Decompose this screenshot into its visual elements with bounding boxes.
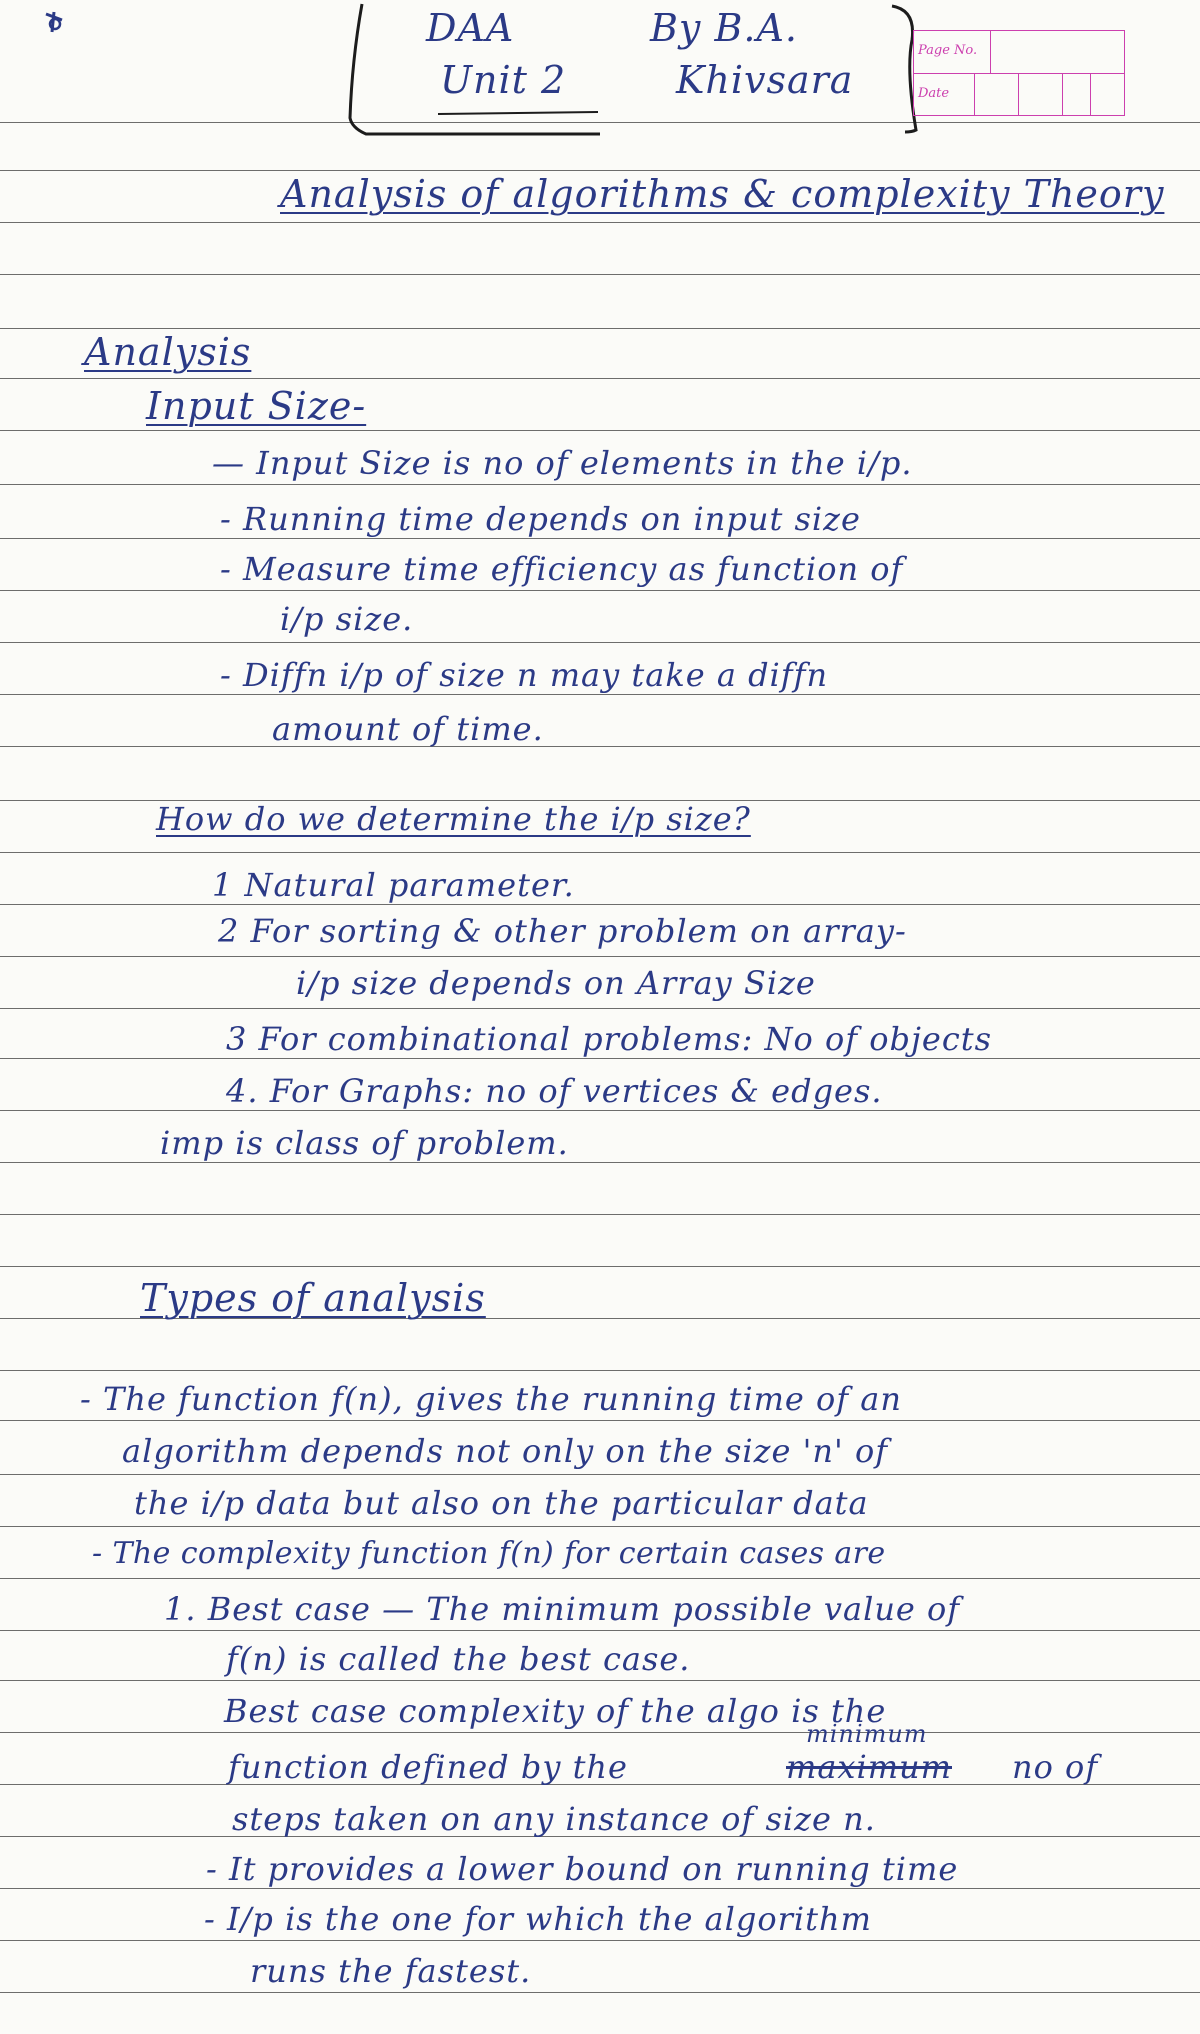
page-title: Analysis of algorithms & complexity Theory	[280, 172, 1165, 216]
maximum-struck: maximum	[786, 1748, 952, 1786]
analysis-heading: Analysis	[84, 330, 252, 374]
date-label: Date	[918, 86, 950, 101]
types-heading: Types of analysis	[140, 1276, 486, 1320]
types-line: the i/p data but also on the particular data	[134, 1484, 869, 1522]
author-name: Khivsara	[676, 58, 854, 102]
analysis-line: - Running time depends on input size	[220, 500, 861, 538]
course-name: DAA	[426, 6, 515, 50]
types-line: - It provides a lower bound on running time	[206, 1850, 959, 1888]
minimum-insertion: minimum	[806, 1720, 928, 1748]
types-line: steps taken on any instance of size n.	[232, 1800, 876, 1838]
page-no-label: Page No.	[918, 43, 978, 58]
types-line: - I/p is the one for which the algorithm	[204, 1900, 872, 1938]
types-line: f(n) is called the best case.	[226, 1640, 691, 1678]
ip-size-item: i/p size depends on Array Size	[296, 964, 816, 1002]
ip-size-item: 2 For sorting & other problem on array-	[218, 912, 907, 950]
analysis-line: — Input Size is no of elements in the i/p.	[212, 444, 913, 482]
analysis-line: i/p size.	[280, 600, 414, 638]
ip-size-question: How do we determine the i/p size?	[156, 800, 751, 838]
analysis-line: - Diffn i/p of size n may take a diffn	[220, 656, 829, 694]
ip-size-item: 4. For Graphs: no of vertices & edges.	[226, 1072, 883, 1110]
unit-label: Unit 2	[440, 58, 567, 102]
input-size-heading: Input Size-	[146, 384, 367, 428]
types-line: runs the fastest.	[250, 1952, 532, 1990]
types-line: algorithm depends not only on the size 'n' of	[122, 1432, 889, 1470]
author-by: By B.A.	[650, 6, 798, 50]
ip-size-item: 1 Natural parameter.	[212, 866, 575, 904]
types-line: function defined by the	[228, 1748, 628, 1786]
best-case-line: 1. Best case — The minimum possible value of	[164, 1590, 961, 1628]
types-line: - The complexity function f(n) for certain cases are	[92, 1536, 886, 1571]
analysis-line: - Measure time efficiency as function of	[220, 550, 904, 588]
ip-size-item: 3 For combinational problems: No of objects	[226, 1020, 993, 1058]
analysis-line: amount of time.	[272, 710, 544, 748]
types-line: Best case complexity of the algo is the	[224, 1692, 887, 1730]
page-date-stamp	[913, 30, 1125, 116]
ip-size-item: imp is class of problem.	[160, 1124, 569, 1162]
types-line: no of	[1012, 1748, 1099, 1786]
types-line: - The function f(n), gives the running time of an	[80, 1380, 902, 1418]
